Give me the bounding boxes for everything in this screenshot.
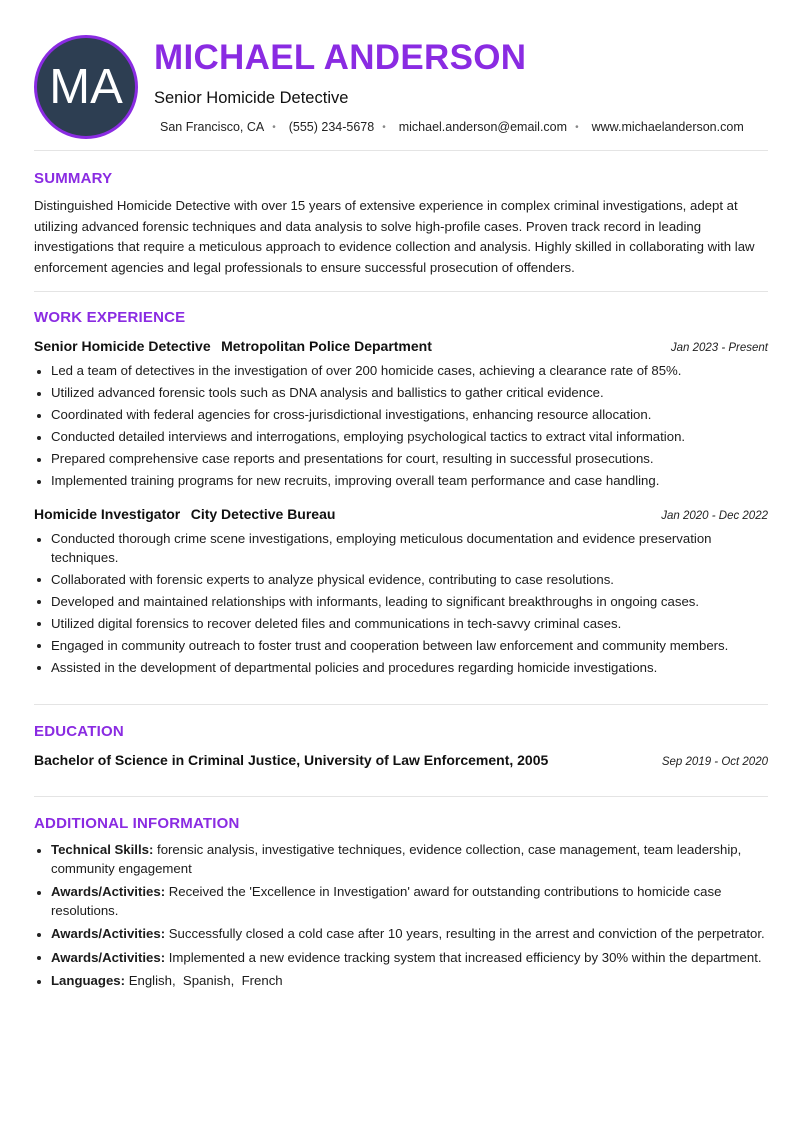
contact-location: San Francisco, CA [160,120,265,134]
item-text: Implemented a new evidence tracking system that increased efficiency by 30% within the department. [168,949,762,965]
job-header [34,338,768,356]
separator-dot: • [382,121,386,133]
job-bullets [34,530,768,681]
list-item [34,883,768,920]
list-item: Utilized digital forensics to recover deleted files and communications in tech-savvy criminal cases. [34,615,768,634]
contact-phone[interactable]: (555) 234-5678 [288,120,375,134]
job-header [34,506,768,524]
job-company: Metropolitan Police Department [221,338,432,354]
list-item [34,972,768,991]
degree: Bachelor of Science in Criminal Justice, University of Law Enforcement, 2005 [34,752,549,768]
job-dates: Jan 2023 - Present [670,342,768,354]
separator-dot: • [575,121,579,133]
list-item: Conducted detailed interviews and interrogations, employing psychological tactics to extract vital information. [34,428,768,447]
divider [34,291,768,292]
item-label: Languages: [51,973,126,988]
contact-website[interactable]: www.michaelanderson.com [591,120,744,134]
item-text: Successfully closed a cold case after 10 years, resulting in the arrest and conviction of the perpetrator. [168,926,765,941]
contact-info [160,120,744,134]
item-text: forensic analysis, investigative techniques, evidence collection, case management, team leadership, community engagement [51,842,742,876]
list-item: Developed and maintained relationships with informants, leading to significant breakthroughs in ongoing cases. [34,593,768,612]
job-company: City Detective Bureau [190,506,336,522]
education-entry [34,752,768,768]
list-item [34,841,768,878]
item-text: Received the 'Excellence in Investigation' award for outstanding contributions to homicide case resolutions. [51,884,722,918]
list-item [34,949,768,968]
work-experience-heading: WORK EXPERIENCE [34,309,186,326]
list-item: Conducted thorough crime scene investigations, employing meticulous documentation and evidence preservation techniques. [34,530,768,567]
additional-info-list [34,841,768,996]
list-item [34,925,768,944]
divider [34,150,768,151]
avatar-initials: MA [49,60,123,114]
list-item: Prepared comprehensive case reports and presentations for court, resulting in successful prosecutions. [34,450,768,469]
contact-email[interactable]: michael.anderson@email.com [398,120,568,134]
item-label: Awards/Activities: [51,884,166,899]
job-title: Senior Homicide Detective [34,338,211,354]
divider [34,704,768,705]
item-label: Technical Skills: [51,842,154,857]
list-item: Coordinated with federal agencies for cross-jurisdictional investigations, enhancing resource allocation. [34,406,768,425]
item-label: Awards/Activities: [51,949,166,965]
list-item: Led a team of detectives in the investigation of over 200 homicide cases, achieving a clearance rate of 85%. [34,362,768,381]
list-item: Assisted in the development of departmental policies and procedures regarding homicide investigations. [34,659,768,678]
item-label: Awards/Activities: [51,926,166,941]
candidate-name: MICHAEL ANDERSON [154,38,527,77]
separator-dot: • [272,121,276,133]
list-item: Utilized advanced forensic tools such as DNA analysis and ballistics to gather critical evidence. [34,384,768,403]
summary-text: Distinguished Homicide Detective with over 15 years of extensive experience in complex criminal investigations, adept at utilizing advanced forensic techniques and data analysis to solve high-profile cases. Proven track record in leading investigations that require a meticulous approach to evidence collection and analysis. Highly skilled in collaborating with law enforcement agencies and legal professionals to ensure successful prosecution of offenders. [34,198,755,275]
list-item: Engaged in community outreach to foster trust and cooperation between law enforcement and community members. [34,637,768,656]
job-title: Homicide Investigator [34,506,181,522]
summary-heading: SUMMARY [34,170,113,187]
divider [34,796,768,797]
candidate-title: Senior Homicide Detective [154,89,349,107]
job-dates: Jan 2020 - Dec 2022 [661,510,768,522]
education-dates: Sep 2019 - Oct 2020 [661,756,768,768]
additional-info-heading: ADDITIONAL INFORMATION [34,815,240,832]
list-item: Implemented training programs for new recruits, improving overall team performance and case handling. [34,472,768,491]
item-text: English, Spanish, French [128,973,283,988]
education-heading: EDUCATION [34,723,124,740]
avatar [34,35,138,139]
job-bullets [34,362,768,495]
list-item: Collaborated with forensic experts to analyze physical evidence, contributing to case resolutions. [34,571,768,590]
